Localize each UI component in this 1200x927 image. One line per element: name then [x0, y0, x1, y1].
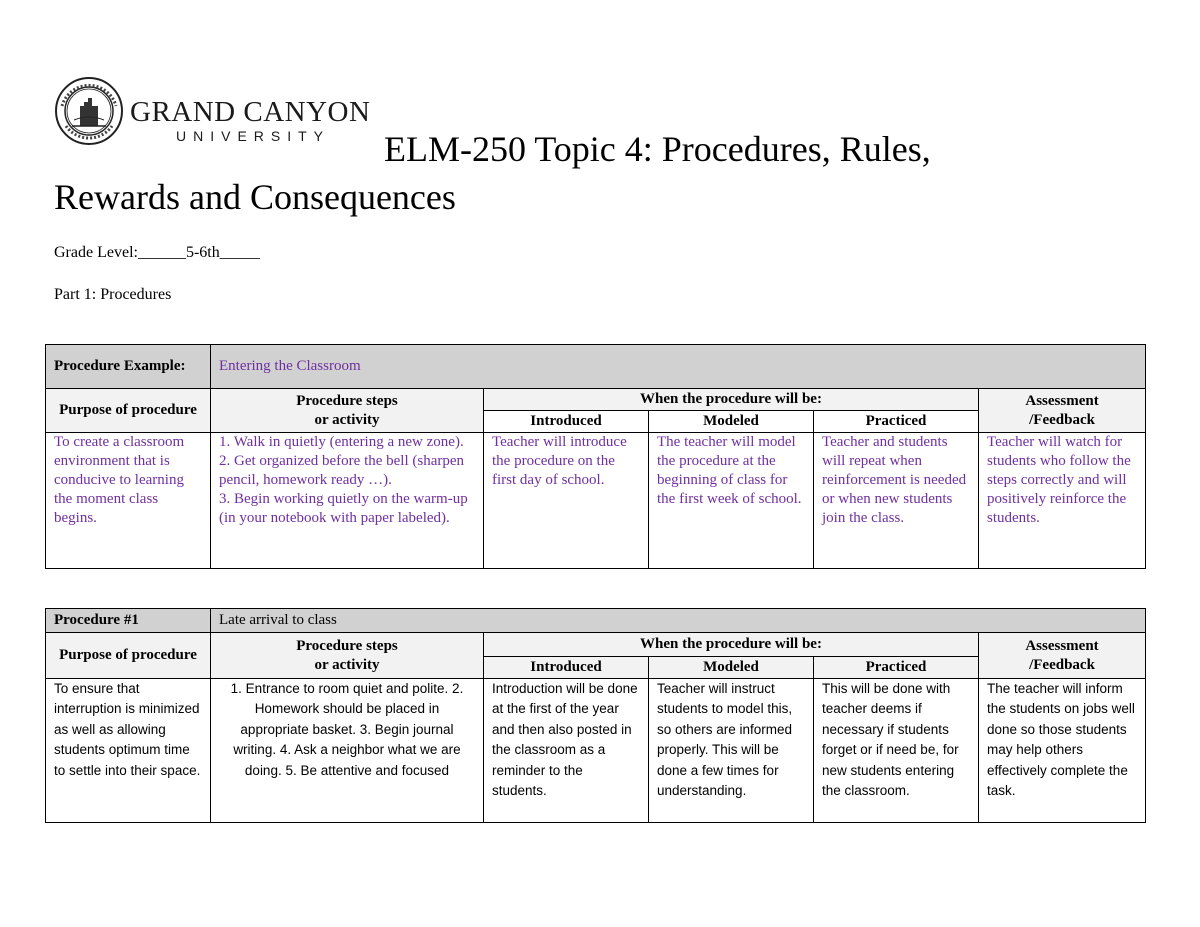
- practiced-header: Practiced: [814, 411, 979, 433]
- introduced-cell: Teacher will introduce the procedure on the first day of school.: [484, 433, 649, 569]
- step-3: 3. Begin working quietly on the warm-up (in your notebook with paper labeled).: [219, 491, 468, 526]
- purpose-header: Purpose of procedure: [46, 633, 211, 679]
- steps-cell: 1. Entrance to room quiet and polite. 2. Homework should be placed in appropriate basket. 3. Begin journal writing. 4. Ask a neighbor what we are doing. 5. Be attentive and focused: [211, 679, 484, 823]
- practiced-cell: This will be done with teacher deems if necessary if students forget or if need be, for new students entering the classroom.: [814, 679, 979, 823]
- assessment-header-line1: Assessment: [1025, 392, 1099, 409]
- step-2: 2. Get organized before the bell (sharpen pencil, homework ready …).: [219, 453, 465, 488]
- steps-cell: [211, 433, 484, 569]
- introduced-header: Introduced: [484, 657, 649, 679]
- document-title-line1: ELM-250 Topic 4: Procedures, Rules,: [384, 129, 931, 169]
- steps-header-line1: Procedure steps: [296, 637, 398, 654]
- assessment-header: [979, 389, 1146, 433]
- purpose-header: Purpose of procedure: [46, 389, 211, 433]
- procedure-label: Procedure #1: [46, 609, 211, 633]
- introduced-header: Introduced: [484, 411, 649, 433]
- steps-header: [211, 389, 484, 433]
- purpose-cell: To ensure that interruption is minimized as well as allowing students optimum time to settle into their space.: [46, 679, 211, 823]
- purpose-cell: To create a classroom environment that is conducive to learning the moment class begins.: [46, 433, 211, 569]
- steps-header: [211, 633, 484, 679]
- assessment-header: [979, 633, 1146, 679]
- logo-wordmark: GRAND CANYON: [130, 96, 371, 128]
- introduced-cell: Introduction will be done at the first of the year and then also posted in the classroom as a reminder to the students.: [484, 679, 649, 823]
- university-logo: [54, 76, 374, 146]
- practiced-cell: Teacher and students will repeat when reinforcement is needed or when new students join the class.: [814, 433, 979, 569]
- university-seal-icon: [54, 76, 124, 146]
- steps-header-line2: or activity: [314, 411, 380, 428]
- grade-level: Grade Level:______5-6th_____: [54, 244, 260, 261]
- assessment-header-line2: /Feedback: [1029, 656, 1095, 673]
- assessment-cell: The teacher will inform the students on jobs well done so those students may help others effectively complete the task.: [979, 679, 1146, 823]
- logo-subwordmark: UNIVERSITY: [176, 128, 331, 144]
- steps-header-line2: or activity: [314, 656, 380, 673]
- procedure-1-table: [45, 608, 1146, 823]
- assessment-header-line2: /Feedback: [1029, 411, 1095, 428]
- step-1: 1. Walk in quietly (entering a new zone).: [219, 434, 464, 450]
- procedure-label: Procedure Example:: [46, 345, 211, 389]
- procedure-example-table: [45, 344, 1146, 569]
- modeled-cell: The teacher will model the procedure at the beginning of class for the first week of school.: [649, 433, 814, 569]
- practiced-header: Practiced: [814, 657, 979, 679]
- procedure-name: Late arrival to class: [211, 609, 1146, 633]
- steps-header-line1: Procedure steps: [296, 392, 398, 409]
- assessment-cell: Teacher will watch for students who follow the steps correctly and will positively reinforce the students.: [979, 433, 1146, 569]
- modeled-header: Modeled: [649, 411, 814, 433]
- procedure-name: Entering the Classroom: [211, 345, 1146, 389]
- part-heading: Part 1: Procedures: [54, 286, 172, 303]
- when-header: When the procedure will be:: [484, 389, 979, 411]
- when-header: When the procedure will be:: [484, 633, 979, 657]
- document-title-line2: Rewards and Consequences: [54, 177, 456, 217]
- assessment-header-line1: Assessment: [1025, 637, 1099, 654]
- modeled-cell: Teacher will instruct students to model this, so others are informed properly. This will be done a few times for understanding.: [649, 679, 814, 823]
- modeled-header: Modeled: [649, 657, 814, 679]
